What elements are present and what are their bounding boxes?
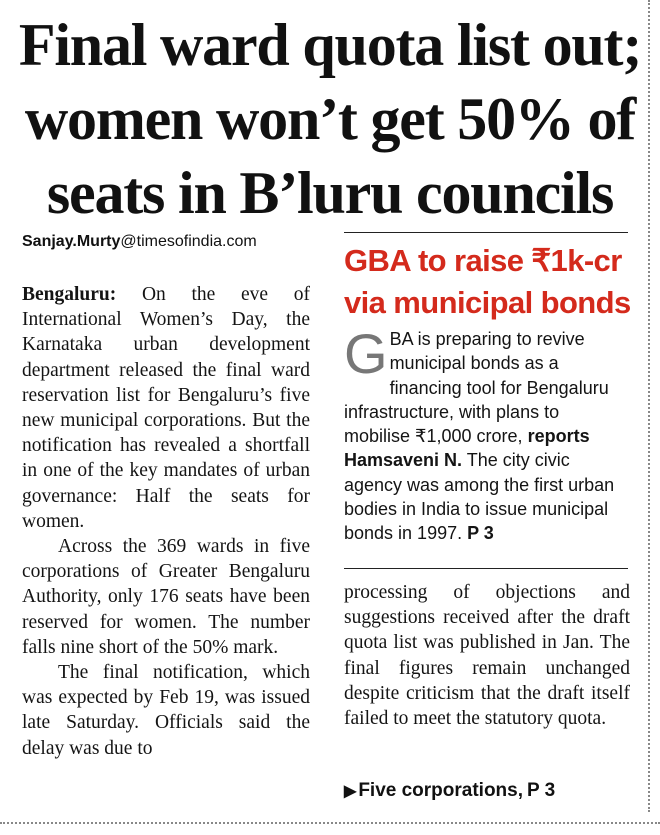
story-paragraph-2: Across the 369 wards in five corporations of Greater Bengaluru Authority, only 176 seats have been reserved for women. The number falls nine short of the 50% mark. [22,536,310,658]
jump-line[interactable] [344,780,555,802]
jump-page: P 3 [527,780,556,801]
dateline: Bengaluru: [22,284,117,305]
story-paragraph-1 [22,282,310,534]
sidebar-body-lead: BA is preparing to revive municipal bonds as a financing tool for Bengaluru infrastructure, with plans to mobilise ₹1,000 crore, [344,329,609,447]
sidebar-reports-credit: reports Hamsaveni N. [344,426,590,471]
story-paragraph-3: The final notification, which was expected by Feb 19, was issued late Saturday. Officials said the delay was due to [22,662,310,759]
byline-domain: @timesofindia.com [120,233,257,250]
headline-line-2: women won’t get 50% of [24,86,636,152]
sidebar-headline [344,240,634,324]
sidebar-headline-line-2: via municipal bonds [344,285,631,320]
sidebar-body [344,322,628,546]
sidebar-dropcap: G [344,322,388,385]
clipping-border-bottom [0,822,660,824]
headline-line-1: Final ward quota list out; [18,12,642,78]
jump-arrow-icon: ▶ [344,783,357,800]
sidebar-page-ref: P 3 [467,523,494,544]
main-story-column-right [344,580,630,731]
headline [8,8,652,230]
headline-line-3: seats in B’luru councils [46,160,614,226]
sidebar-top-rule [344,232,628,233]
story-continuation: processing of objections and suggestions received after the draft quota list was published in Jan. The final figures remain unchanged despite criticism that the draft itself failed to meet the statutory quota. [344,582,630,730]
sidebar-bottom-rule [344,568,628,569]
sidebar-body-rest: The city civic agency was among the first urban bodies in India to issue municipal bonds in 1997. [344,450,615,544]
jump-label: Five corporations, [358,780,524,801]
story-paragraph-1-text: On the eve of International Women’s Day, the Karnataka urban development department released the final ward reservation list for Bengaluru’s five new municipal corporations. But the notification has revealed a shortfall in one of the key mandates of urban governance: Half the seats for women. [22,284,311,532]
main-story-column-left [22,282,310,761]
byline-name: Sanjay.Murty [22,233,121,250]
sidebar-headline-line-1: GBA to raise ₹1k-cr [344,243,622,278]
byline [22,233,257,251]
clipping-border-right [648,0,650,812]
